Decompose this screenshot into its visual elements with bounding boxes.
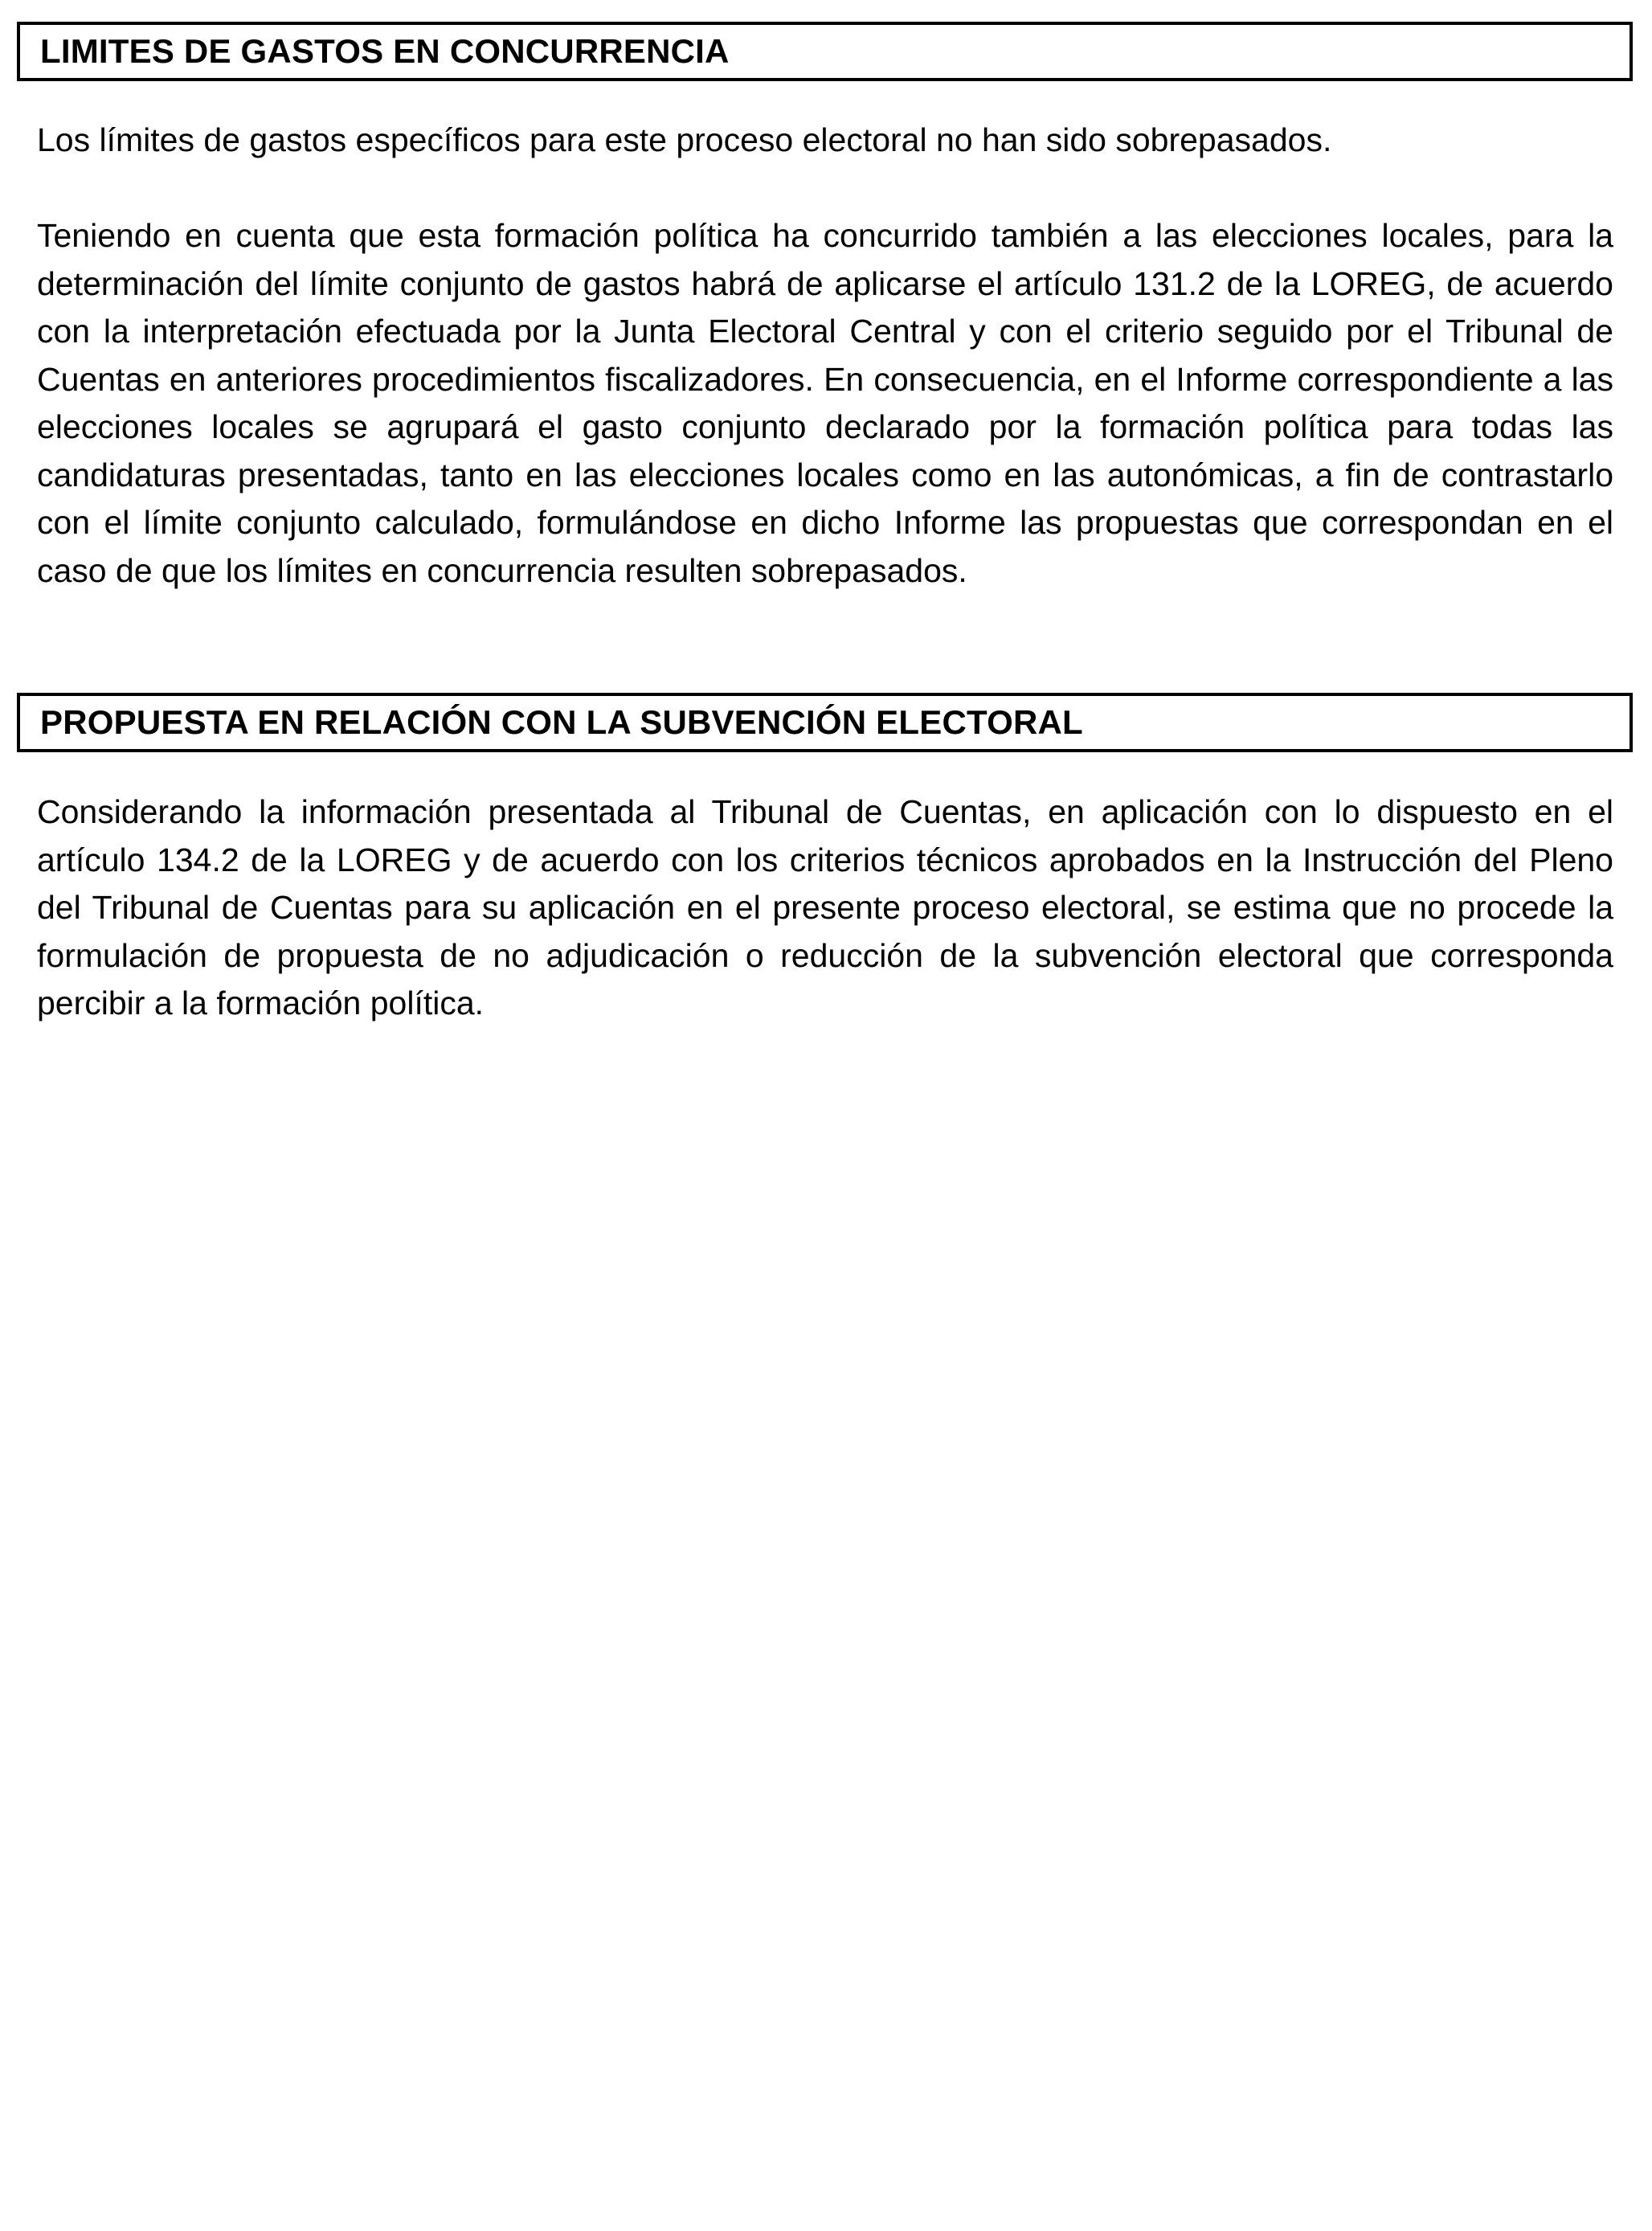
paragraph-propuesta-subvencion: Considerando la información presentada al Tribunal de Cuentas, en aplicación con lo dispuesto en el artículo 134.2 de la LOREG y de acuerdo con los criterios técnicos aprobados en la Instrucción del Pleno del Tribunal de Cuentas para su aplicación en el presente proceso electoral, se estima que no procede la formulación de propuesta de no adjudicación o reducción de la subvención electoral que corresponda percibir a la formación política.: [37, 793, 1613, 1021]
section-heading-limites-gastos: LIMITES DE GASTOS EN CONCURRENCIA: [17, 22, 1633, 81]
section-heading-propuesta-subvencion: PROPUESTA EN RELACIÓN CON LA SUBVENCIÓN ELECTORAL: [17, 693, 1633, 752]
paragraph-limites-no-sobrepasados: Los límites de gastos específicos para este proceso electoral no han sido sobrepasados.: [37, 121, 1332, 158]
paragraph-limite-conjunto: Teniendo en cuenta que esta formación política ha concurrido también a las elecciones locales, para la determinación del límite conjunto de gastos habrá de aplicarse el artículo 131.2 de la LOREG, de acuerdo con la interpretación efectuada por la Junta Electoral Central y con el criterio seguido por el Tribunal de Cuentas en anteriores procedimientos fiscalizadores. En consecuencia, en el Informe correspondiente a las elecciones locales se agrupará el gasto conjunto declarado por la formación política para todas las candidaturas presentadas, tanto en las elecciones locales como en las autonómicas, a fin de contrastarlo con el límite conjunto calculado, formulándose en dicho Informe las propuestas que correspondan en el caso de que los límites en concurrencia resulten sobrepasados.: [37, 217, 1613, 589]
